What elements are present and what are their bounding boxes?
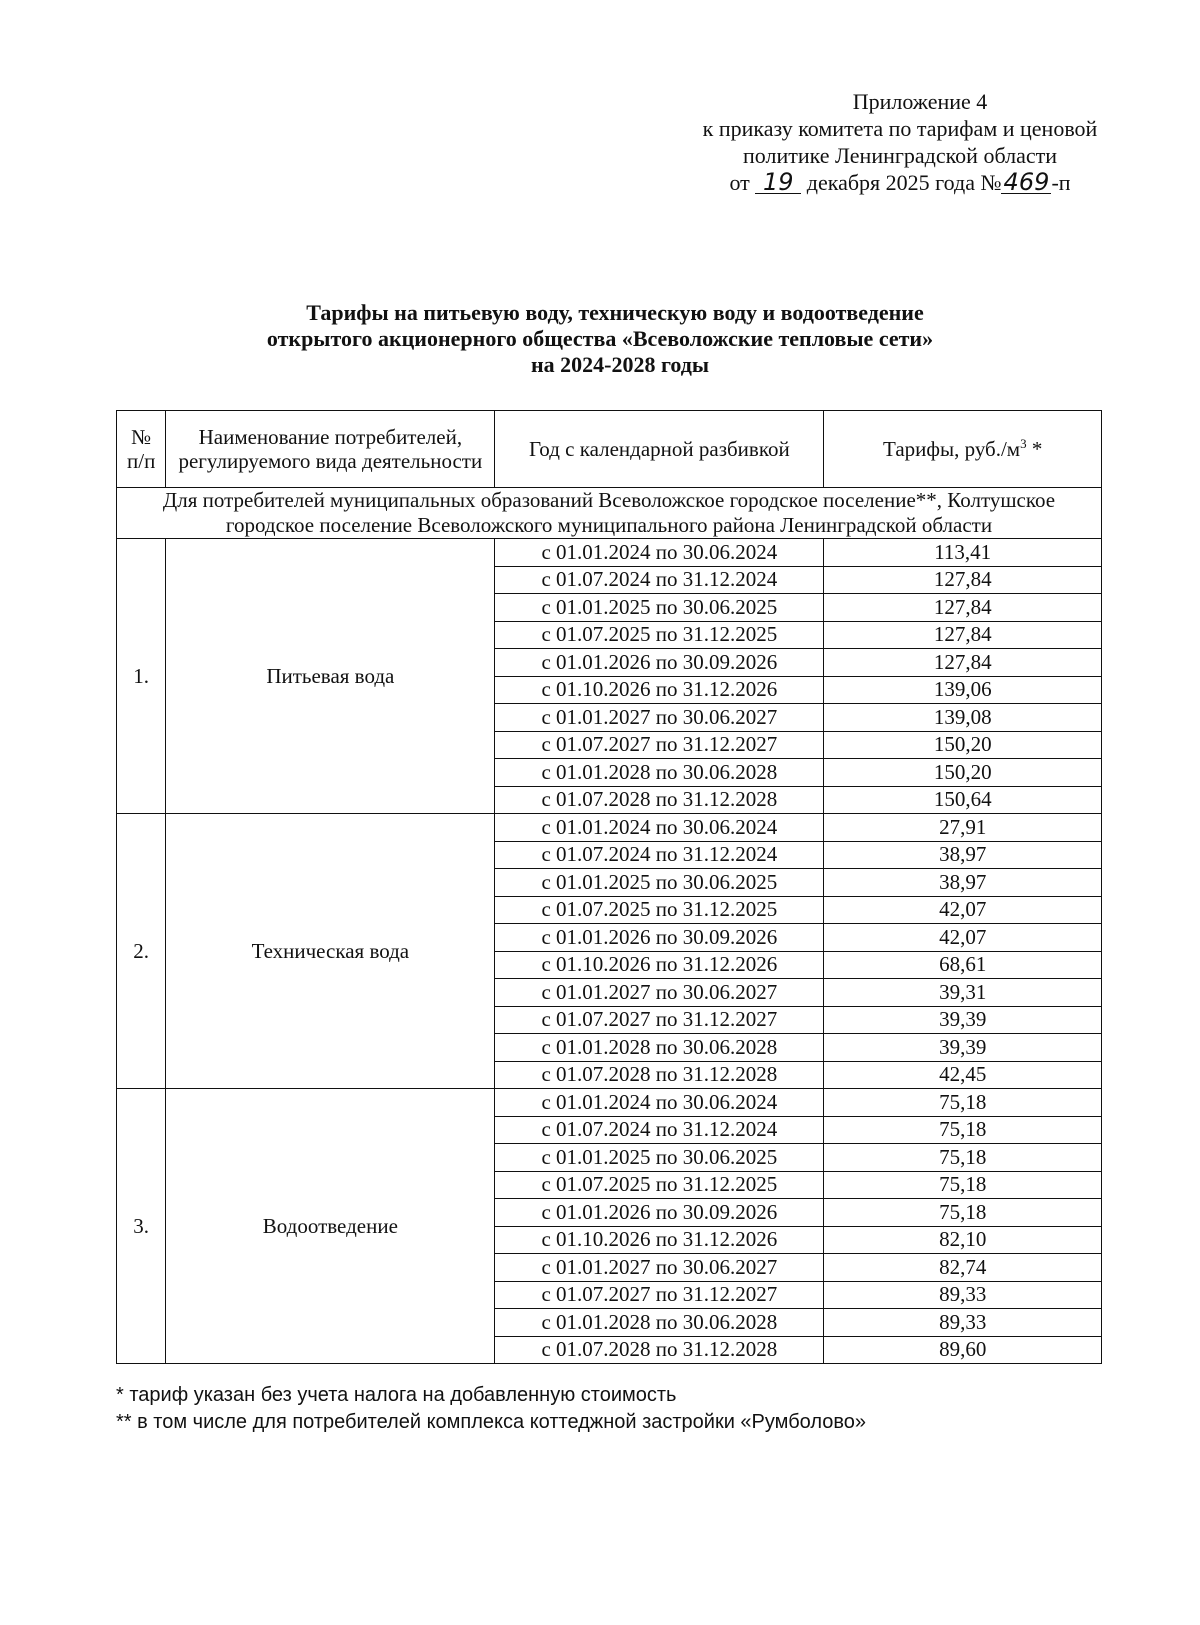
date-prefix: от <box>729 170 750 195</box>
tariff-value-cell: 127,84 <box>824 566 1102 594</box>
title-line-3: на 2024-2028 годы <box>530 352 710 377</box>
tariff-value-cell: 38,97 <box>824 869 1102 897</box>
section-name: Техническая вода <box>166 814 495 1089</box>
period-cell: с 01.07.2025 по 31.12.2025 <box>495 621 824 649</box>
order-suffix: -п <box>1051 170 1071 195</box>
footnotes <box>116 1382 1116 1436</box>
tariff-value-cell: 89,33 <box>824 1309 1102 1337</box>
section-number: 3. <box>117 1089 166 1364</box>
document-title <box>0 300 1200 378</box>
tariff-value-cell: 75,18 <box>824 1144 1102 1172</box>
period-cell: с 01.07.2027 по 31.12.2027 <box>495 731 824 759</box>
table-row <box>117 814 1102 842</box>
tariff-value-cell: 89,33 <box>824 1281 1102 1309</box>
handwritten-order-number: 469 <box>1001 171 1051 194</box>
table-row <box>117 539 1102 567</box>
tariff-value-cell: 75,18 <box>824 1199 1102 1227</box>
header-num: № п/п <box>117 411 166 488</box>
period-cell: с 01.01.2024 по 30.06.2024 <box>495 539 824 567</box>
table-header-row <box>117 411 1102 488</box>
section-number: 1. <box>117 539 166 814</box>
tariff-value-cell: 150,20 <box>824 759 1102 787</box>
tariff-value-cell: 39,39 <box>824 1034 1102 1062</box>
section-name: Водоотведение <box>166 1089 495 1364</box>
group-caption: Для потребителей муниципальных образований Всеволожское городское поселение**, Колтушское городское поселение Всеволожского муниципального района Ленинградской области <box>117 488 1102 539</box>
period-cell: с 01.10.2026 по 31.12.2026 <box>495 1226 824 1254</box>
section-name: Питьевая вода <box>166 539 495 814</box>
tariff-value-cell: 127,84 <box>824 621 1102 649</box>
header-tariff-sup: 3 <box>1020 436 1027 451</box>
tariff-value-cell: 139,06 <box>824 676 1102 704</box>
period-cell: с 01.01.2026 по 30.09.2026 <box>495 649 824 677</box>
period-cell: с 01.01.2025 по 30.06.2025 <box>495 594 824 622</box>
period-cell: с 01.07.2027 по 31.12.2027 <box>495 1006 824 1034</box>
tariff-value-cell: 75,18 <box>824 1116 1102 1144</box>
tariff-value-cell: 82,74 <box>824 1254 1102 1282</box>
footnote-2: ** в том числе для потребителей комплекса коттеджной застройки «Румболово» <box>116 1411 866 1433</box>
period-cell: с 01.07.2028 по 31.12.2028 <box>495 1061 824 1089</box>
period-cell: с 01.01.2025 по 30.06.2025 <box>495 1144 824 1172</box>
tariff-value-cell: 75,18 <box>824 1171 1102 1199</box>
period-cell: с 01.07.2024 по 31.12.2024 <box>495 1116 824 1144</box>
date-rest: декабря 2025 года № <box>806 170 1002 195</box>
period-cell: с 01.01.2025 по 30.06.2025 <box>495 869 824 897</box>
period-cell: с 01.01.2024 по 30.06.2024 <box>495 1089 824 1117</box>
tariff-value-cell: 27,91 <box>824 814 1102 842</box>
period-cell: с 01.07.2027 по 31.12.2027 <box>495 1281 824 1309</box>
header-name: Наименование потребителей, регулируемого вида деятельности <box>166 411 495 488</box>
tariff-value-cell: 42,07 <box>824 896 1102 924</box>
header-tariff <box>824 411 1102 488</box>
tariff-value-cell: 89,60 <box>824 1336 1102 1364</box>
title-line-2: открытого акционерного общества «Всеволожские тепловые сети» <box>266 326 934 351</box>
period-cell: с 01.01.2028 по 30.06.2028 <box>495 1034 824 1062</box>
period-cell: с 01.01.2027 по 30.06.2027 <box>495 1254 824 1282</box>
period-cell: с 01.07.2024 по 31.12.2024 <box>495 841 824 869</box>
period-cell: с 01.07.2025 по 31.12.2025 <box>495 896 824 924</box>
tariffs-table <box>116 410 1102 1364</box>
tariff-value-cell: 42,07 <box>824 924 1102 952</box>
group-caption-row <box>117 488 1102 539</box>
period-cell: с 01.01.2026 по 30.09.2026 <box>495 1199 824 1227</box>
header-period: Год с календарной разбивкой <box>495 411 824 488</box>
appendix-title: Приложение 4 <box>852 89 988 114</box>
header-tariff-star: * <box>1026 437 1043 461</box>
tariff-value-cell: 139,08 <box>824 704 1102 732</box>
period-cell: с 01.07.2025 по 31.12.2025 <box>495 1171 824 1199</box>
appendix-date-line <box>640 169 1160 196</box>
tariff-value-cell: 68,61 <box>824 951 1102 979</box>
period-cell: с 01.01.2028 по 30.06.2028 <box>495 759 824 787</box>
footnote-1: * тариф указан без учета налога на добавленную стоимость <box>116 1384 677 1406</box>
handwritten-day: 19 <box>755 171 801 194</box>
tariff-value-cell: 39,39 <box>824 1006 1102 1034</box>
section-number: 2. <box>117 814 166 1089</box>
table-row <box>117 1089 1102 1117</box>
period-cell: с 01.10.2026 по 31.12.2026 <box>495 951 824 979</box>
tariff-value-cell: 127,84 <box>824 594 1102 622</box>
period-cell: с 01.01.2027 по 30.06.2027 <box>495 979 824 1007</box>
tariff-value-cell: 38,97 <box>824 841 1102 869</box>
period-cell: с 01.07.2028 по 31.12.2028 <box>495 786 824 814</box>
appendix-header <box>640 88 1160 196</box>
header-tariff-text: Тарифы, руб./м <box>883 437 1021 461</box>
period-cell: с 01.10.2026 по 31.12.2026 <box>495 676 824 704</box>
table-body <box>117 488 1102 1364</box>
appendix-order-ref: к приказу комитета по тарифам и ценовой <box>702 116 1098 141</box>
period-cell: с 01.01.2026 по 30.09.2026 <box>495 924 824 952</box>
appendix-committee: политике Ленинградской области <box>742 143 1057 168</box>
period-cell: с 01.07.2024 по 31.12.2024 <box>495 566 824 594</box>
tariff-value-cell: 42,45 <box>824 1061 1102 1089</box>
period-cell: с 01.07.2028 по 31.12.2028 <box>495 1336 824 1364</box>
tariff-value-cell: 82,10 <box>824 1226 1102 1254</box>
tariff-value-cell: 113,41 <box>824 539 1102 567</box>
tariff-value-cell: 150,20 <box>824 731 1102 759</box>
title-line-1: Тарифы на питьевую воду, техническую воду и водоотведение <box>306 300 924 325</box>
period-cell: с 01.01.2028 по 30.06.2028 <box>495 1309 824 1337</box>
tariff-value-cell: 75,18 <box>824 1089 1102 1117</box>
tariff-value-cell: 39,31 <box>824 979 1102 1007</box>
period-cell: с 01.01.2027 по 30.06.2027 <box>495 704 824 732</box>
tariff-value-cell: 127,84 <box>824 649 1102 677</box>
tariff-value-cell: 150,64 <box>824 786 1102 814</box>
period-cell: с 01.01.2024 по 30.06.2024 <box>495 814 824 842</box>
